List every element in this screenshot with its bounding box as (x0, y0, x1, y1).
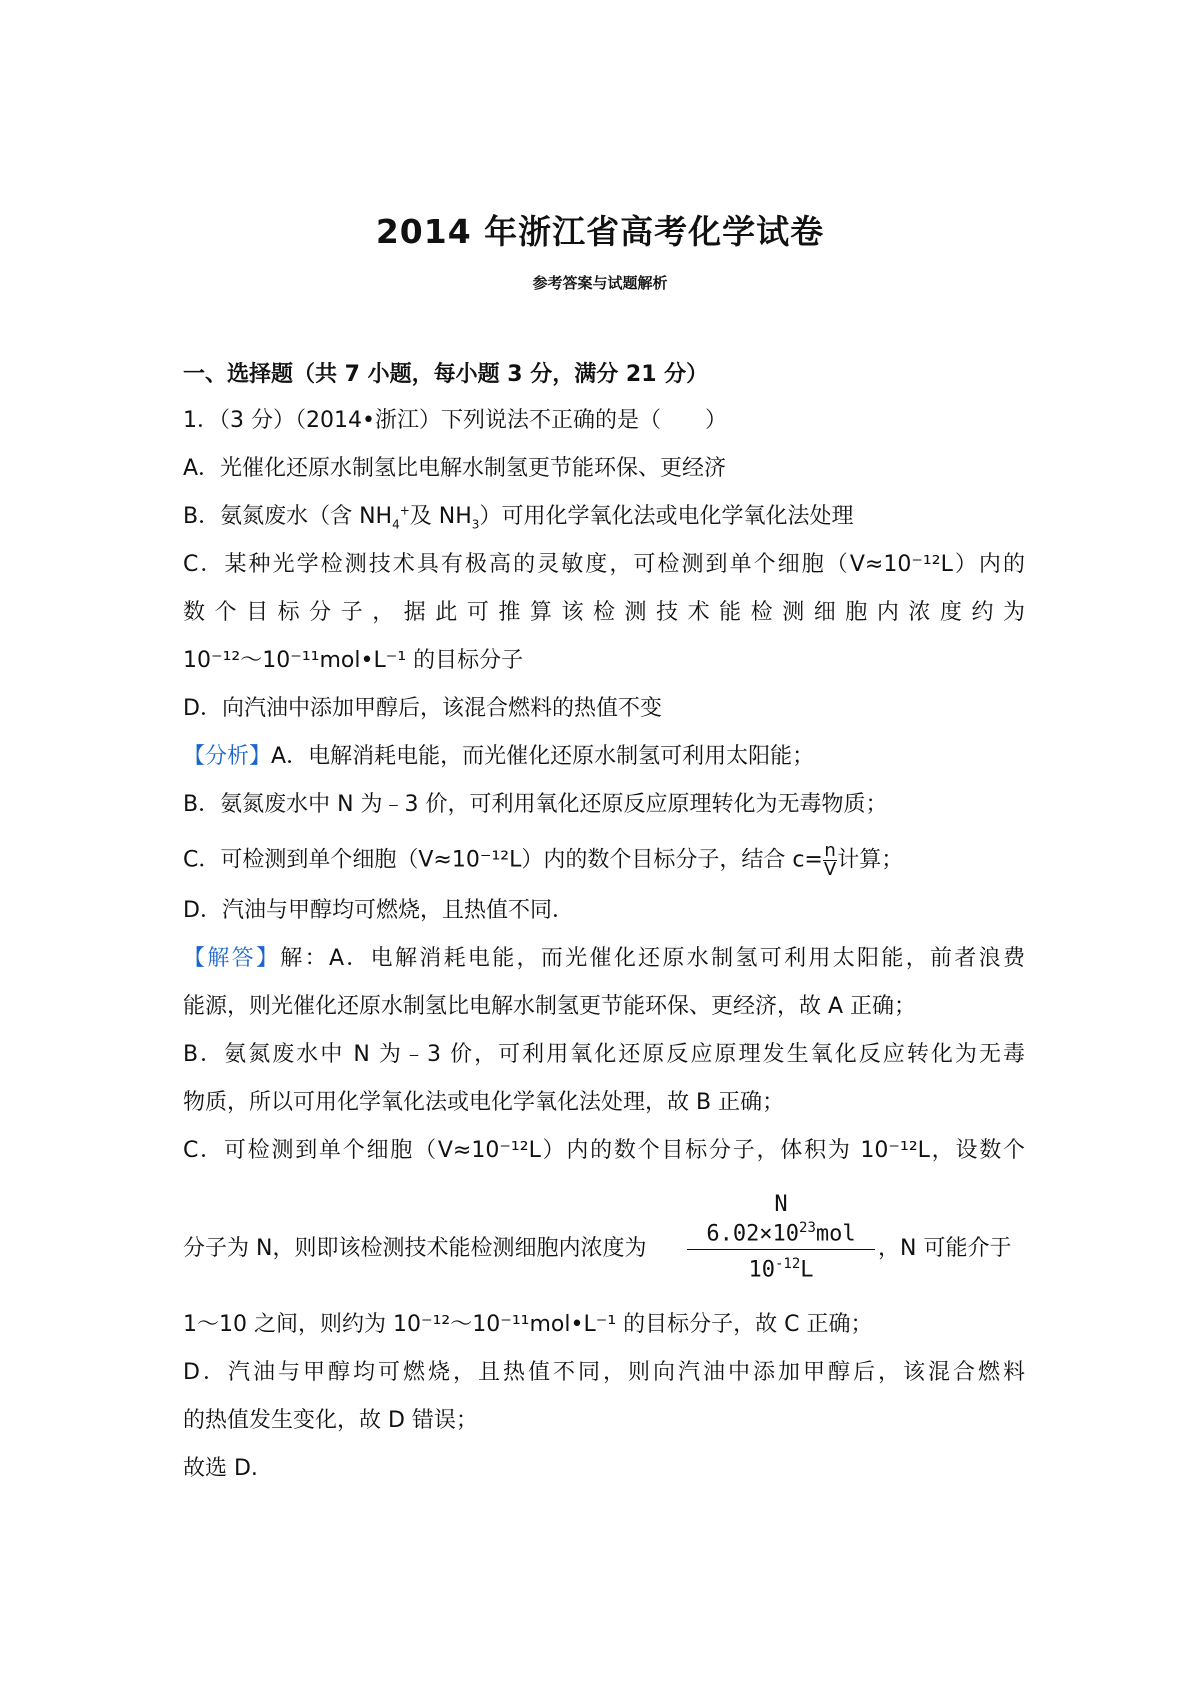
solution-d-line: 的热值发生变化，故 D 错误； (183, 1408, 478, 1433)
solution-c-line: C．可检测到单个细胞（V≈10⁻¹²L）内的数个目标分子，体积为 10⁻¹²L，设数个 (183, 1138, 1025, 1163)
solution-c-line: 分子为 N，则即该检测技术能检测细胞内浓度为 (183, 1236, 647, 1261)
page-subtitle: 参考答案与试题解析 (532, 274, 668, 292)
analysis-text: C．可检测到单个细胞（V≈10⁻¹²L）内的数个目标分子，结合 c= (183, 847, 823, 873)
analysis-tag: 【分析】 (183, 744, 272, 769)
analysis-text: A．电解消耗电能，而光催化还原水制氢可利用太阳能； (271, 744, 815, 769)
solution-b-line: B．氨氮废水中 N 为﹣3 价，可利用氧化还原反应原理发生氧化反应转化为无毒 (183, 1042, 1025, 1067)
fraction-exponent: 23 (799, 1220, 816, 1236)
section-heading: 一、选择题（共 7 小题，每小题 3 分，满分 21 分） (183, 362, 709, 387)
option-b-text: B．氨氮废水（含 NH (183, 504, 393, 529)
solution-d-line: D．汽油与甲醇均可燃烧，且热值不同，则向汽油中添加甲醇后，该混合燃料 (183, 1360, 1025, 1385)
option-a: A．光催化还原水制氢比电解水制氢更节能环保、更经济 (183, 456, 727, 481)
analysis-a (183, 742, 814, 772)
solution-a-line (183, 944, 1025, 974)
page-title: 2014 年浙江省高考化学试卷 (375, 212, 825, 251)
analysis-d: D．汽油与甲醇均可燃烧，且热值不同． (183, 898, 574, 923)
molar-fraction (687, 1192, 875, 1283)
fraction-unit: mol (815, 1221, 856, 1247)
solution-conclusion: 故选 D. (183, 1456, 258, 1481)
question-stem: 1．（3 分）（2014•浙江）下列说法不正确的是（ ） (183, 408, 727, 433)
fraction-top: N (774, 1192, 788, 1217)
option-b-text: ）可用化学氧化法或电化学氧化法处理 (479, 504, 854, 529)
option-d: D．向汽油中添加甲醇后，该混合燃料的热值不变 (183, 696, 662, 721)
analysis-b: B．氨氮废水中 N 为﹣3 价，可利用氧化还原反应原理转化为无毒物质； (183, 792, 888, 817)
concentration-fraction (823, 842, 837, 879)
option-c-line: C．某种光学检测技术具有极高的灵敏度，可检测到单个细胞（V≈10⁻¹²L）内的 (183, 552, 1025, 577)
solution-text: 解：A．电解消耗电能，而光催化还原水制氢可利用太阳能，前者浪费 (280, 946, 1025, 971)
analysis-text: 计算； (837, 847, 904, 873)
fraction-exponent: -12 (774, 1256, 801, 1273)
fraction-base: 10 (748, 1257, 775, 1283)
solution-c-line: ，N 可能介于 (878, 1236, 1012, 1261)
option-c-line: 10⁻¹²～10⁻¹¹mol•L⁻¹ 的目标分子 (183, 648, 524, 673)
option-b-sub: 4 (392, 517, 400, 532)
fraction-bottom (687, 1250, 875, 1282)
option-b (183, 502, 853, 532)
fraction-middle (687, 1220, 875, 1250)
solution-b-line: 物质，所以可用化学氧化法或电化学氧化法处理，故 B 正确； (183, 1090, 785, 1115)
fraction-base: 6.02×10 (706, 1221, 800, 1247)
option-b-sub: 3 (471, 517, 480, 532)
solution-a-line: 能源，则光催化还原水制氢比电解水制氢更节能环保、更经济，故 A 正确； (183, 994, 917, 1019)
solution-tag: 【解答】 (183, 946, 281, 971)
option-c-line: 数个目标分子，据此可推算该检测技术能检测细胞内浓度约为 (183, 600, 1025, 625)
option-b-sup: + (399, 503, 410, 518)
fraction-numerator: n (824, 840, 836, 861)
analysis-c (183, 842, 903, 879)
fraction-denominator: V (823, 859, 837, 880)
option-b-text: 及 NH (409, 504, 472, 529)
fraction-unit: L (800, 1257, 814, 1283)
solution-c-line: 1～10 之间，则约为 10⁻¹²～10⁻¹¹mol•L⁻¹ 的目标分子，故 C 正确； (183, 1312, 873, 1337)
